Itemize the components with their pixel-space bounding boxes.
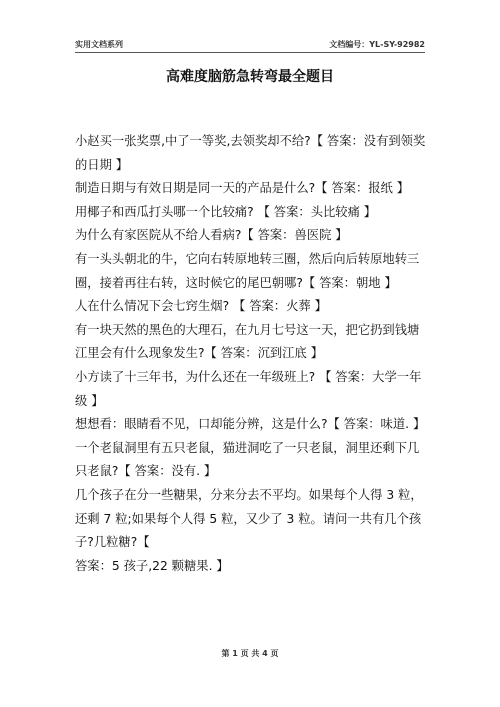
riddle-paragraph: 用椰子和西瓜打头哪一个比较痛? 【 答案：头比较痛 】 <box>75 204 377 219</box>
riddle-paragraph: 制造日期与有效日期是同一天的产品是什么?【 答案：报纸 】 <box>75 181 410 196</box>
riddle-paragraph: 人在什么情况下会七窍生烟? 【 答案：火葬 】 <box>75 299 327 314</box>
riddle-paragraph: 为什么有家医院从不给人看病?【 答案：兽医院 】 <box>75 228 348 243</box>
riddle-paragraph: 一个老鼠洞里有五只老鼠，猫进洞吃了一只老鼠，洞里还剩下几只老鼠?【 答案：没有. 】 <box>75 440 420 479</box>
riddle-paragraph: 小赵买一张奖票,中了一等奖,去领奖却不给?【 答案：没有到领奖的日期 】 <box>75 134 426 172</box>
document-body <box>75 130 430 578</box>
document-title: 高难度脑筋急转弯最全题目 <box>166 69 334 85</box>
page-footer: 第 1 页 共 4 页 <box>221 649 279 658</box>
riddle-paragraph: 有一头头朝北的牛，它向右转原地转三圈，然后向后转原地转三圈，接着再往右转，这时候它的尾巴朝哪?【 答案：朝地 】 <box>75 251 420 290</box>
riddle-paragraph: 小方读了十三年书，为什么还在一年级班上? 【 答案：大学一年级 】 <box>75 369 422 408</box>
series-label: 实用文档系列 <box>75 39 123 49</box>
riddle-paragraph: 想想看：眼睛看不见，口却能分辨，这是什么?【 答案：味道. 】 <box>75 417 426 432</box>
riddle-paragraph: 有一块天然的黑色的大理石，在九月七号这一天，把它扔到钱塘江里会有什么现象发生?【 答案：沉到江底 】 <box>75 322 420 361</box>
document-number: 文档编号：YL-SY-92982 <box>329 39 425 49</box>
riddle-paragraph: 几个孩子在分一些糖果，分来分去不平均。如果每个人得 3 粒，还剩 7 粒;如果每个人得 5 粒，又少了 3 粒。请问一共有几个孩子?几粒糖?【 <box>75 487 423 550</box>
page-header <box>75 36 425 53</box>
riddle-paragraph: 答案：5 孩子,22 颗糖果. 】 <box>75 558 229 573</box>
